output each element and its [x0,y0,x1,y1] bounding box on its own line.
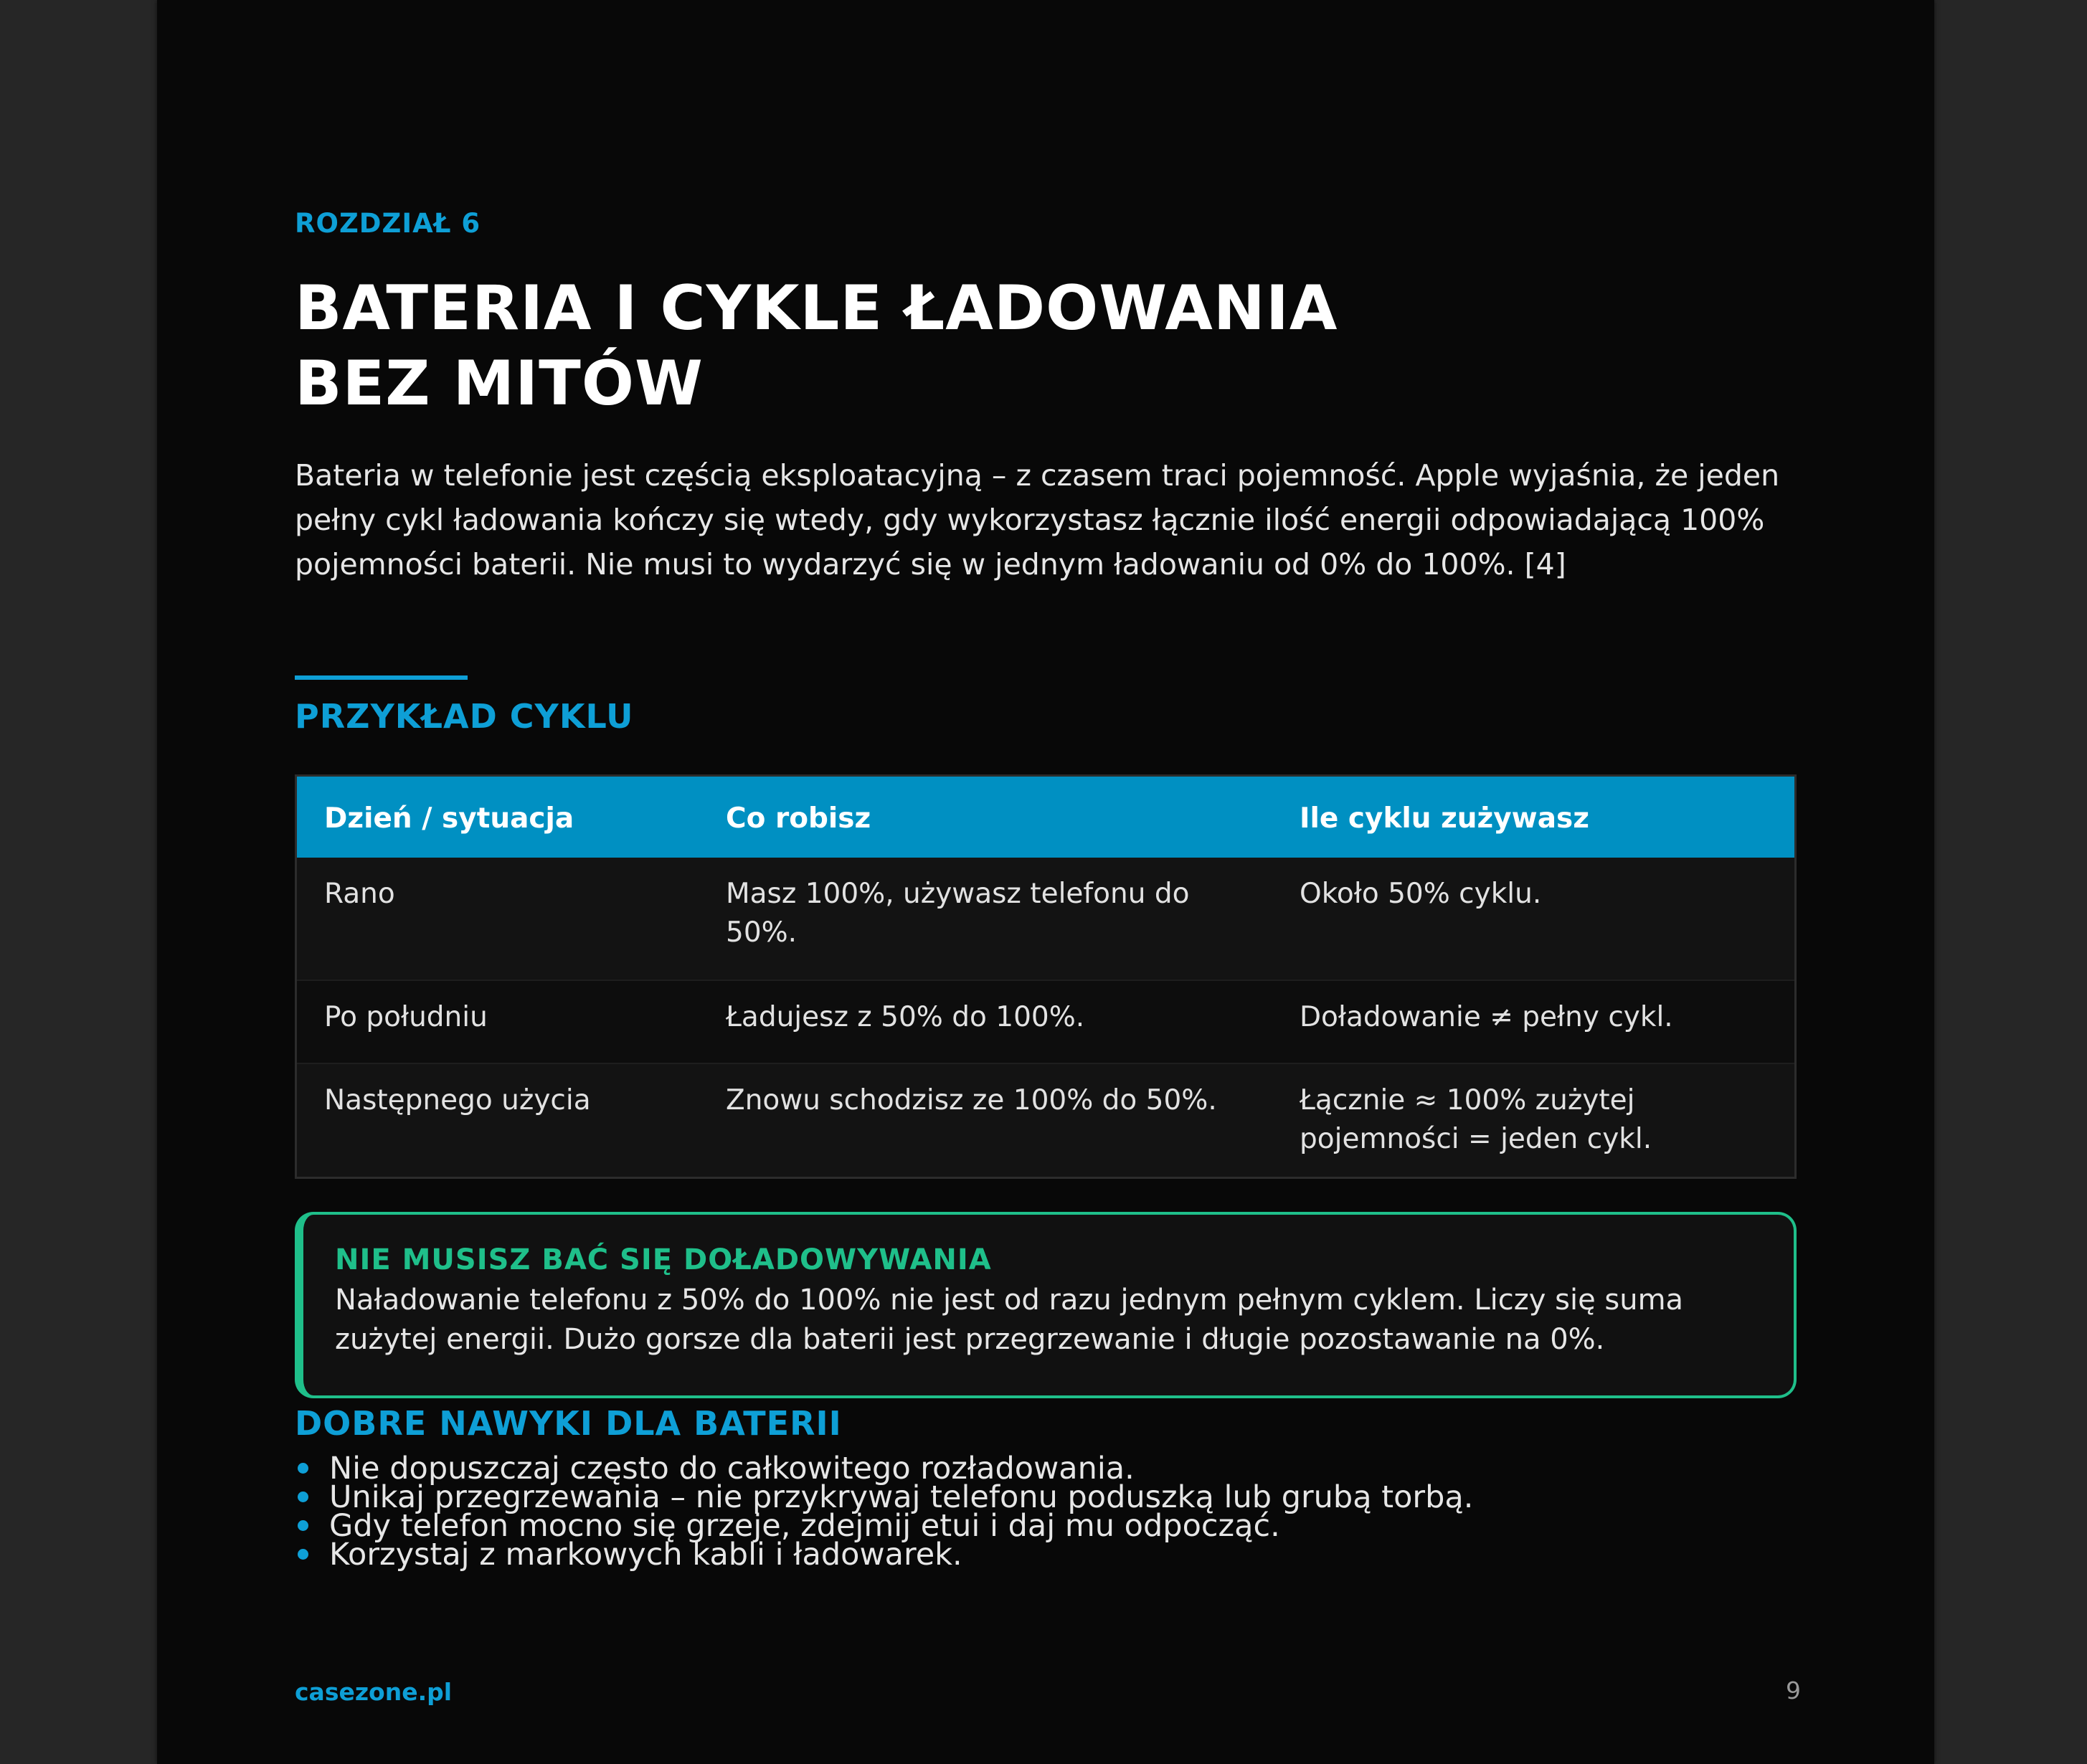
list-item-text: Unikaj przegrzewania – nie przykrywaj telefonu poduszką lub grubą torbą. [329,1479,1474,1515]
table-cell: Doładowanie ≠ pełny cykl. [1300,1001,1673,1033]
bullet-icon [298,1520,308,1531]
table-cell: Znowu schodzisz ze 100% do 50%. [726,1084,1217,1116]
list-item [295,1537,1473,1573]
table-row [297,1063,1794,1177]
table-cell: Po południu [324,1001,488,1033]
page-number: 9 [1786,1677,1801,1704]
table-header-cell: Ile cyklu zużywasz [1300,802,1589,835]
table-row [297,980,1794,1063]
table-cell: Ładujesz z 50% do 100%. [726,1001,1085,1033]
table-header-cell: Dzień / sytuacja [324,802,574,835]
callout-title: NIE MUSISZ BAĆ SIĘ DOŁADOWYWANIA [335,1243,992,1276]
table-cell: Masz 100%, używasz telefonu do 50%. [726,878,1190,949]
bullet-icon [298,1463,308,1474]
info-callout [295,1212,1797,1398]
page-title [295,271,1338,422]
table-cell: Około 50% cyklu. [1300,878,1542,910]
list-item-text: Nie dopuszczaj często do całkowitego rozładowania. [329,1451,1135,1486]
page-title-line-1: BATERIA I CYKLE ŁADOWANIA [295,272,1338,344]
document-page [157,0,1934,1764]
bullet-icon [298,1549,308,1560]
bullet-icon [298,1492,308,1502]
section-divider [295,675,468,680]
habits-heading: DOBRE NAWYKI DLA BATERII [295,1404,842,1443]
list-item [295,1479,1474,1515]
list-item [295,1508,1473,1544]
list-item [295,1451,1473,1486]
list-item-text: Gdy telefon mocno się grzeje, zdejmij etui i daj mu odpocząć. [329,1508,1280,1544]
footer-site-link[interactable]: casezone.pl [295,1678,453,1706]
table-cell: Następnego użycia [324,1084,591,1116]
table-row [297,858,1794,980]
table-cell: Rano [324,878,395,910]
page-title-line-2: BEZ MITÓW [295,348,704,419]
chapter-label: ROZDZIAŁ 6 [295,208,481,239]
callout-text: Naładowanie telefonu z 50% do 100% nie jest od razu jednym pełnym cyklem. Liczy się suma zużytej energii. Dużo gorsze dla baterii jest przegrzewanie i długie pozostawanie na 0%. [335,1284,1684,1356]
table-header [297,777,1794,858]
table-cell: Łącznie ≈ 100% zużytej pojemności = jeden cykl. [1300,1084,1652,1155]
table-header-cell: Co robisz [726,802,871,835]
intro-paragraph: Bateria w telefonie jest częścią eksploatacyjną – z czasem traci pojemność. Apple wyjaśnia, że jeden pełny cykl ładowania kończy się wtedy, gdy wykorzystasz łącznie ilość energii odpowiadającą 100% pojemności baterii. Nie musi to wydarzyć się w jednym ładowaniu od 0% do 100%. [4] [295,458,1780,582]
example-heading: PRZYKŁAD CYKLU [295,697,634,736]
list-item-text: Korzystaj z markowych kabli i ładowarek. [329,1537,962,1573]
cycle-table [295,774,1797,1179]
habits-list [295,1451,1474,1573]
